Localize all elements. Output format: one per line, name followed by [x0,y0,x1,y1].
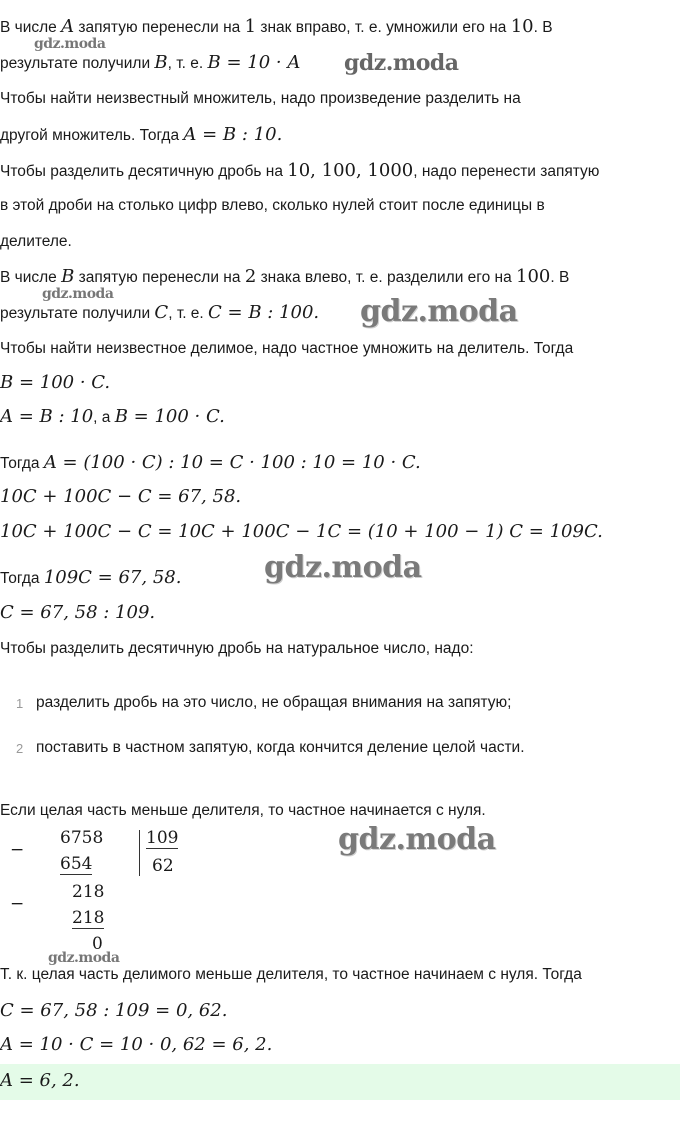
remainder-2: 0 [92,934,103,954]
list-number: 2 [16,741,24,756]
text: запятую перенесли на [74,269,245,286]
list-item: разделить дробь на это число, не обращая внимания на запятую; [36,694,512,711]
list-number: 1 [16,696,24,711]
quotient: 62 [152,856,174,876]
subtrahend-1: 654 [60,854,93,874]
answer-box [0,1064,680,1100]
math: 1 [244,16,257,37]
equation-6: C = 67, 58 : 109. [0,602,156,623]
watermark: gdz.moda [48,950,120,966]
equation-5 [0,567,181,588]
text: результате получили [0,305,155,322]
watermark: gdz.moda [360,294,518,329]
text: знака влево, т. е. разделили его на [256,269,517,286]
minus-sign: − [10,894,25,914]
math: 2 [244,266,257,287]
watermark: gdz.moda [344,50,459,76]
conclusion-line-2: C = 67, 58 : 109 = 0, 62. [0,1000,228,1021]
math: 10 [510,16,534,37]
text: , т. е. [168,305,209,322]
divisor: 109 [146,828,179,848]
text: , а [93,409,115,426]
math: B [154,52,168,73]
text: Чтобы разделить десятичную дробь на [0,163,288,180]
conclusion-line-1: Т. к. целая часть делимого меньше делителя, то частное начинаем с нуля. Тогда [0,966,582,983]
watermark: gdz.moda [338,822,496,857]
text: Тогда [0,570,44,587]
math: B [61,266,75,287]
paragraph-5-line-2: B = 100 · C. [0,372,111,393]
subtrahend-2: 218 [72,908,105,928]
paragraph-4-line-2 [0,302,319,323]
minus-sign: − [10,840,25,860]
rule-intro: Чтобы разделить десятичную дробь на натуральное число, надо: [0,640,474,657]
paragraph-1-line-1 [0,16,553,37]
paragraph-2-line-1: Чтобы найти неизвестный множитель, надо произведение разделить на [0,90,521,107]
text: , т. е. [167,55,208,72]
paragraph-3-line-1 [0,160,599,181]
math: 109C = 67, 58. [43,567,182,588]
math: B = 10 · A [207,52,301,73]
paragraph-5-line-1: Чтобы найти неизвестное делимое, надо частное умножить на делитель. Тогда [0,340,574,357]
paragraph-3-line-3: делителе. [0,233,72,250]
math: B = 100 · C. [114,406,225,427]
math: A [61,16,75,37]
list-item: поставить в частном запятую, когда кончится деление целой части. [36,739,525,756]
text: запятую перенесли на [74,19,245,36]
math: A = (100 · C) : 10 = C · 100 : 10 = 10 · C. [43,452,421,473]
equation-4: 10C + 100C − C = 10C + 100C − 1C = (10 + 100 − 1) C = 109C. [0,521,603,542]
text: . В [533,19,553,36]
paragraph-4-line-1 [0,266,569,287]
watermark: gdz.moda [264,550,422,585]
text: знак вправо, т. е. умножили его на [256,19,511,36]
text: , надо перенести запятую [413,163,600,180]
paragraph-3-line-2: в этой дроби на столько цифр влево, сколько нулей стоит после единицы в [0,197,545,214]
answer: A = 6, 2. [0,1070,80,1091]
watermark: gdz.moda [42,286,114,302]
conclusion-line-3: A = 10 · C = 10 · 0, 62 = 6, 2. [0,1034,273,1055]
math: 10, 100, 1000 [287,160,414,181]
equation-1 [0,406,225,427]
equation-2 [0,452,421,473]
math: C [154,302,169,323]
text: Тогда [0,455,44,472]
text: В числе [0,19,62,36]
dividend: 6758 [60,828,104,848]
text: результате получили [0,55,155,72]
text: . В [550,269,570,286]
remainder-1: 218 [72,882,105,902]
long-division [0,826,200,956]
text: другой множитель. Тогда [0,127,184,144]
math: 100 [516,266,551,287]
paragraph-2-line-2 [0,124,282,145]
math: C = B : 100. [208,302,320,323]
math: A = B : 10 [0,406,94,427]
rule-note: Если целая часть меньше делителя, то частное начинается с нуля. [0,802,486,819]
division-bar [139,830,140,876]
watermark: gdz.moda [34,36,106,52]
equation-3: 10C + 100C − C = 67, 58. [0,486,242,507]
paragraph-1-line-2 [0,52,300,73]
math: A = B : 10. [183,124,283,145]
text: В числе [0,269,62,286]
